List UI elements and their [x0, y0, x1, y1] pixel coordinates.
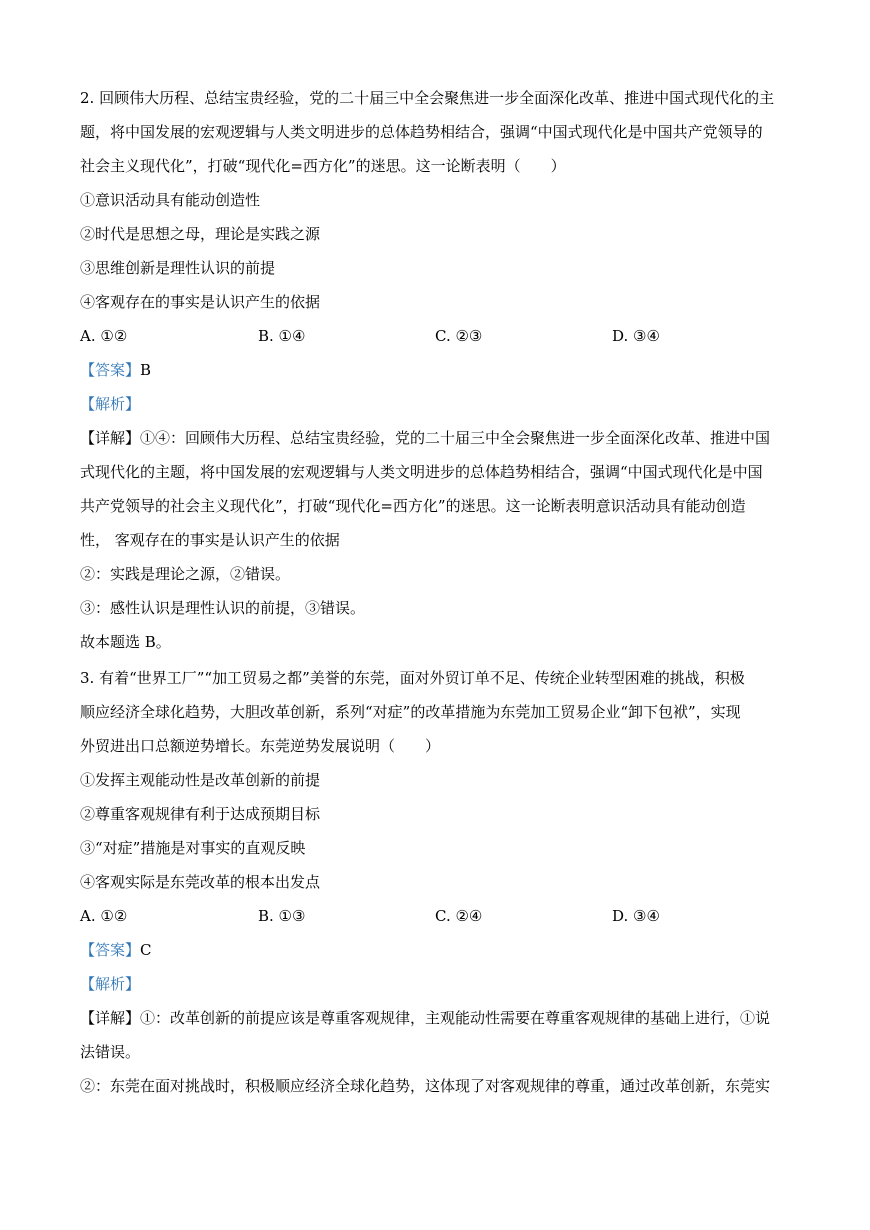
q3-answer	[80, 940, 152, 960]
q3-answer-tag: 【答案】	[80, 941, 141, 959]
q3-statement-1: ①发挥主观能动性是改革创新的前提	[80, 771, 321, 789]
q3-stem-line-2: 顺应经济全球化趋势，大胆改革创新，系列“对症”的改革措施为东莞加工贸易企业“卸下包袱”，实现	[80, 703, 741, 721]
q3-statement-2: ②尊重客观规律有利于达成预期目标	[80, 805, 321, 823]
q3-stem-line-1: 3. 有着“世界工厂”“加工贸易之都”美誉的东莞，面对外贸订单不足、传统企业转型困难的挑战，积极	[80, 669, 745, 687]
q2-answer-value: B	[140, 361, 152, 379]
q3-detail-tag: 【详解】	[80, 1009, 141, 1027]
q3-option-d: D. ③④	[612, 907, 660, 925]
q2-detail-line-7: 故本题选 B。	[80, 633, 171, 651]
q3-stem-line-3: 外贸进出口总额逆势增长。东莞逆势发展说明（ ）	[80, 737, 441, 755]
q3-analysis-tag: 【解析】	[80, 975, 141, 993]
q3-detail-line-1	[80, 1008, 770, 1028]
q3-statement-3: ③“对症”措施是对事实的直观反映	[80, 839, 306, 857]
q2-detail-text-1: ①④：回顾伟大历程、总结宝贵经验，党的二十届三中全会聚焦进一步全面深化改革、推进中国	[140, 429, 771, 447]
q2-detail-line-5: ②：实践是理论之源，②错误。	[80, 565, 291, 583]
q2-statement-3: ③思维创新是理性认识的前提	[80, 259, 276, 277]
q2-answer-tag: 【答案】	[80, 361, 141, 379]
q2-stem-line-3: 社会主义现代化”，打破“现代化=西方化”的迷思。这一论断表明（ ）	[80, 157, 566, 175]
q2-detail-line-2: 式现代化的主题，将中国发展的宏观逻辑与人类文明进步的总体趋势相结合，强调“中国式现代化是中国	[80, 463, 763, 481]
q2-detail-line-1	[80, 428, 770, 448]
q2-analysis-tag: 【解析】	[80, 395, 141, 413]
q2-detail-tag: 【详解】	[80, 429, 141, 447]
q3-answer-value: C	[140, 941, 152, 959]
q2-statement-2: ②时代是思想之母，理论是实践之源	[80, 225, 321, 243]
q2-stem-line-2: 题，将中国发展的宏观逻辑与人类文明进步的总体趋势相结合，强调“中国式现代化是中国共产党领导的	[80, 123, 763, 141]
q3-detail-text-1: ①：改革创新的前提应该是尊重客观规律，主观能动性需要在尊重客观规律的基础上进行，①说	[140, 1009, 771, 1027]
q2-detail-line-4: 性， 客观存在的事实是认识产生的依据	[80, 531, 340, 549]
q3-option-a: A. ①②	[80, 907, 128, 925]
q2-detail-line-3: 共产党领导的社会主义现代化”，打破“现代化=西方化”的迷思。这一论断表明意识活动具有能动创造	[80, 497, 746, 515]
q3-option-c: C. ②④	[435, 907, 483, 925]
q3-statement-4: ④客观实际是东莞改革的根本出发点	[80, 873, 321, 891]
q3-detail-line-3: ②：东莞在面对挑战时，积极顺应经济全球化趋势，这体现了对客观规律的尊重，通过改革创新，东莞实	[80, 1077, 771, 1095]
q3-option-b: B. ①③	[258, 907, 306, 925]
q2-detail-line-6: ③：感性认识是理性认识的前提，③错误。	[80, 599, 366, 617]
q3-detail-line-2: 法错误。	[80, 1043, 141, 1061]
q2-answer	[80, 360, 151, 380]
q2-statement-1: ①意识活动具有能动创造性	[80, 191, 261, 209]
q2-stem-line-1: 2. 回顾伟大历程、总结宝贵经验，党的二十届三中全会聚焦进一步全面深化改革、推进中国式现代化的主	[80, 89, 775, 107]
q2-option-a: A. ①②	[80, 327, 128, 345]
q2-option-d: D. ③④	[612, 327, 660, 345]
q2-statement-4: ④客观存在的事实是认识产生的依据	[80, 293, 321, 311]
q2-option-b: B. ①④	[258, 327, 306, 345]
q2-option-c: C. ②③	[435, 327, 483, 345]
